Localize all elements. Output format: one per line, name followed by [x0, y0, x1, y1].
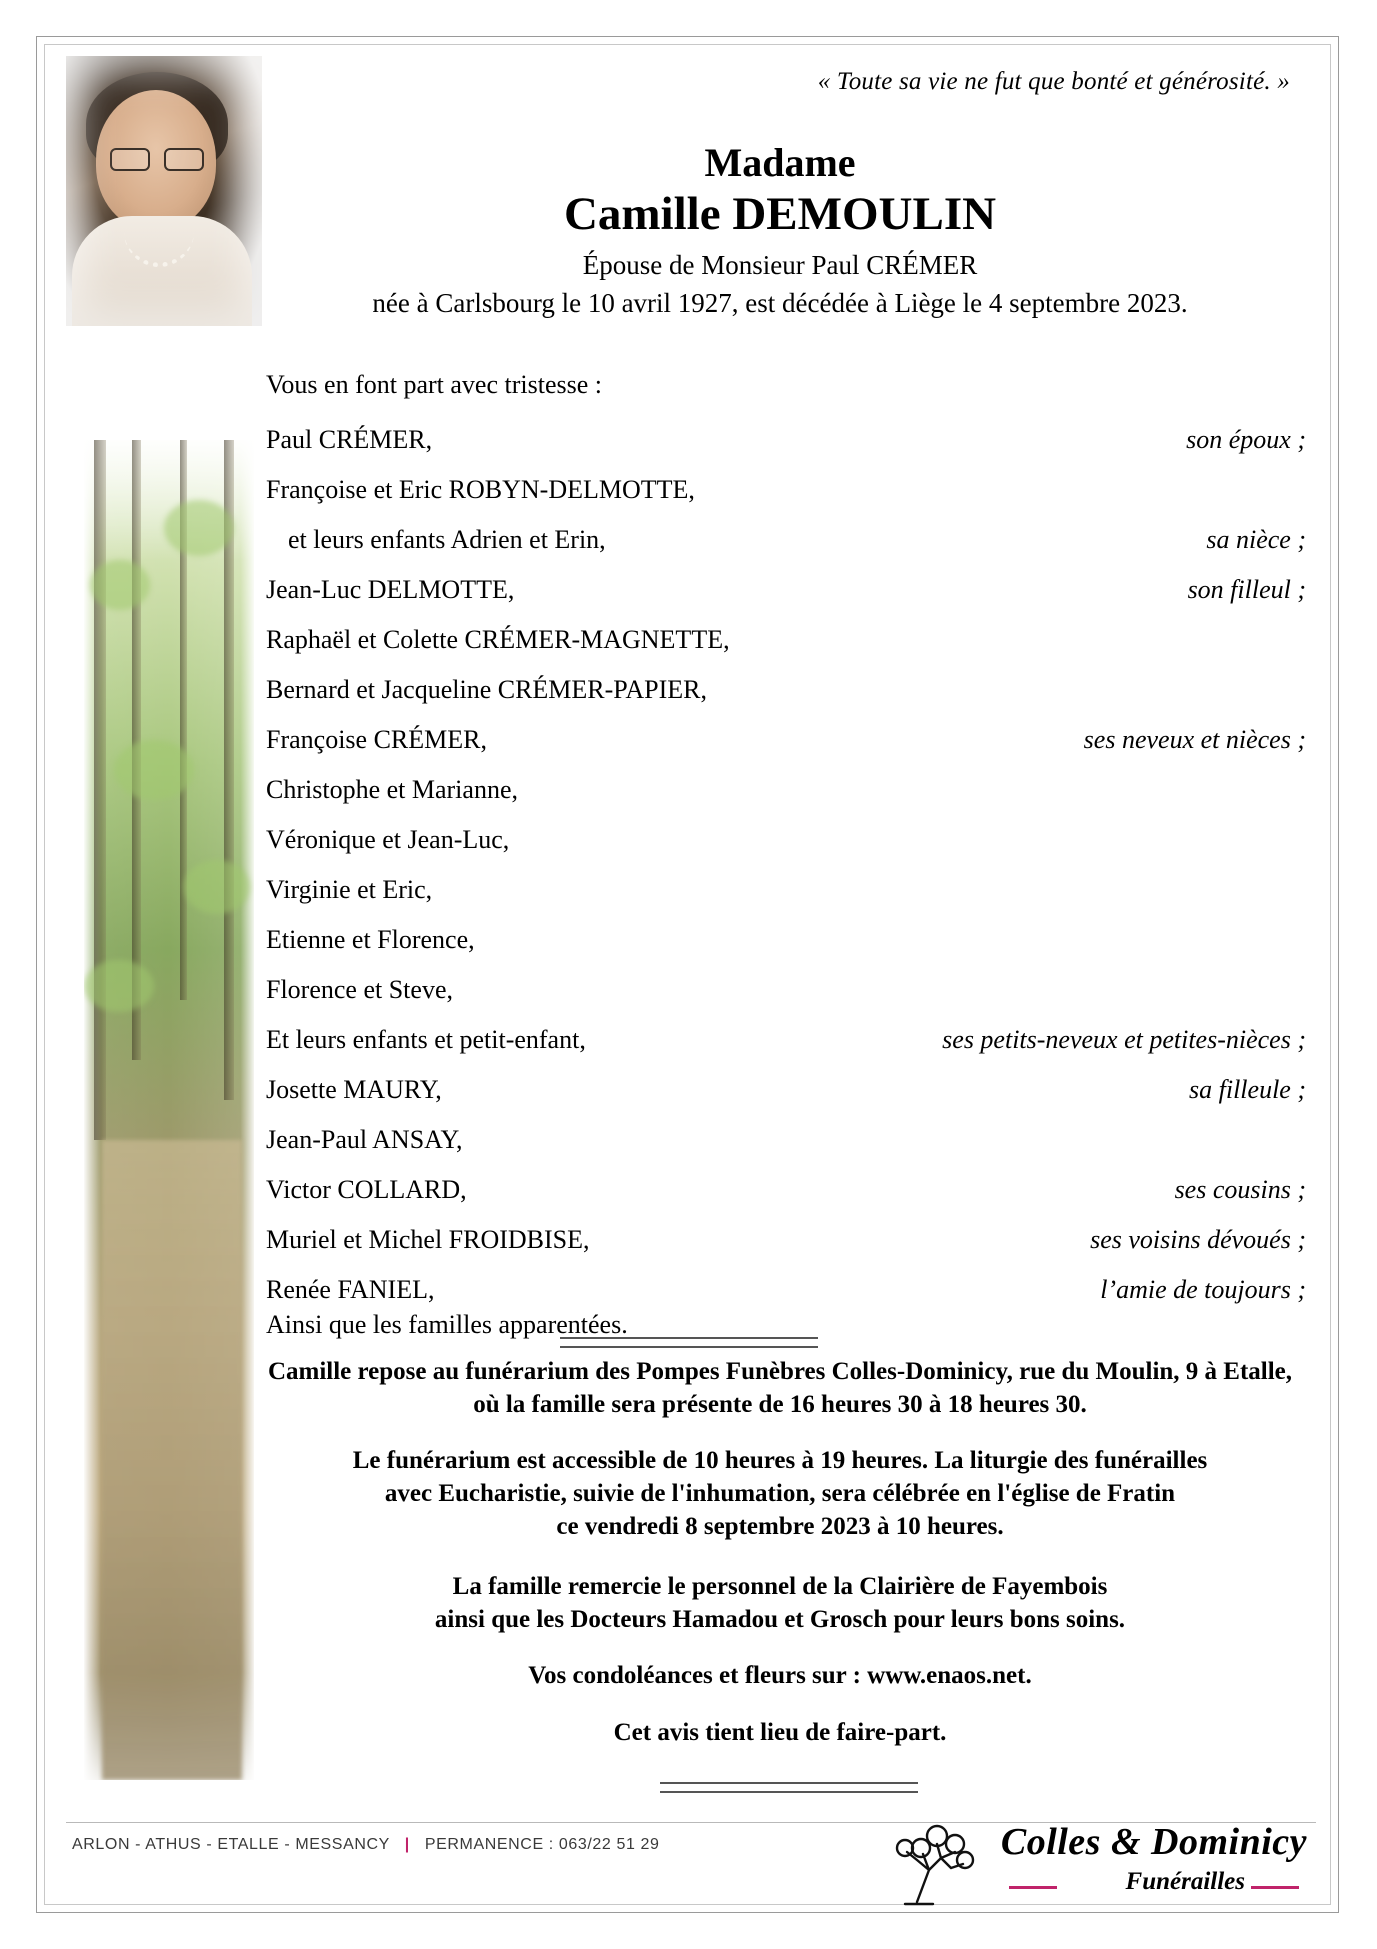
ceremony-info-line-3: ce vendredi 8 septembre 2023 à 10 heures. [556, 1513, 1004, 1540]
family-relation: ses voisins dévoués ; [1090, 1225, 1306, 1254]
family-name: Virginie et Eric, [266, 875, 433, 904]
thanks-line-2: ainsi que les Docteurs Hamadou et Grosch pour leurs bons soins. [434, 1606, 1126, 1633]
family-name: Renée FANIEL, [266, 1275, 435, 1304]
family-name: Bernard et Jacqueline CRÉMER-PAPIER, [266, 675, 707, 704]
birth-death-line: née à Carlsbourg le 10 avril 1927, est décédée à Liège le 4 septembre 2023. [372, 288, 1188, 318]
family-relation: sa nièce ; [1206, 525, 1306, 554]
ceremony-info-line-1: Le funérarium est accessible de 10 heures à 19 heures. La liturgie des funérailles [352, 1447, 1208, 1474]
family-name: Jean-Luc DELMOTTE, [266, 575, 515, 604]
family-name: Et leurs enfants et petit-enfant, [266, 1025, 586, 1054]
family-relation: l’amie de toujours ; [1100, 1275, 1306, 1304]
forest-path-image [84, 440, 254, 1780]
foliage [114, 740, 194, 800]
family-row [266, 1065, 1306, 1115]
family-row [266, 1015, 1306, 1065]
photo-vignette [66, 56, 262, 326]
family-relation: ses neveux et nièces ; [1083, 725, 1306, 754]
title-honorific: Madame [704, 140, 856, 185]
family-relation: ses cousins ; [1174, 1175, 1306, 1204]
funerarium-info-line-1: Camille repose au funérarium des Pompes Funèbres Colles-Dominicy, rue du Moulin, 9 à Etalle, [267, 1358, 1293, 1385]
foliage [84, 960, 154, 1012]
tree-trunk [94, 440, 106, 1140]
logo-rule-right [1251, 1886, 1299, 1889]
family-relation: son filleul ; [1187, 575, 1306, 604]
family-row [266, 615, 1306, 665]
family-relation: ses petits-neveux et petites-nièces ; [942, 1025, 1306, 1054]
family-name: Christophe et Marianne, [266, 775, 518, 804]
foliage [164, 500, 234, 556]
title-block [270, 140, 1290, 322]
family-row [266, 465, 1306, 515]
footer-permanence: PERMANENCE : 063/22 51 29 [424, 1836, 660, 1853]
foliage [90, 560, 150, 610]
family-name: Françoise CRÉMER, [266, 725, 487, 754]
family-row [266, 915, 1306, 965]
family-name: Victor COLLARD, [266, 1175, 467, 1204]
family-row [266, 765, 1306, 815]
memorial-quote: « Toute sa vie ne fut que bonté et générosité. » [817, 68, 1290, 95]
deceased-name: Camille DEMOULIN [563, 188, 997, 240]
family-name: Raphaël et Colette CRÉMER-MAGNETTE, [266, 625, 730, 654]
logo-rule-left [1009, 1886, 1057, 1889]
family-name: et leurs enfants Adrien et Erin, [288, 525, 606, 554]
family-name: Muriel et Michel FROIDBISE, [266, 1225, 590, 1254]
divider-bottom [660, 1782, 918, 1793]
funerarium-info [250, 1355, 1310, 1421]
family-row [266, 565, 1306, 615]
family-name: Françoise et Eric ROBYN-DELMOTTE, [266, 475, 695, 504]
family-row [266, 1115, 1306, 1165]
family-list [266, 415, 1306, 1315]
divider-top [560, 1337, 818, 1348]
company-tagline: Funérailles [1125, 1868, 1245, 1895]
tree-icon [877, 1814, 997, 1910]
family-row [266, 415, 1306, 465]
foliage [184, 860, 250, 914]
family-row [266, 1215, 1306, 1265]
footer-cities: ARLON - ATHUS - ETALLE - MESSANCY [72, 1836, 390, 1853]
footer-contact [72, 1836, 660, 1854]
funerarium-info-line-2: où la famille sera présente de 16 heures 30 à 18 heures 30. [473, 1391, 1087, 1418]
family-name: Jean-Paul ANSAY, [266, 1125, 463, 1154]
ceremony-info-line-2: avec Eucharistie, suivie de l'inhumation, sera célébrée en l'église de Fratin [384, 1480, 1176, 1507]
family-row [266, 515, 1306, 565]
family-name: Etienne et Florence, [266, 925, 475, 954]
thanks-info [250, 1570, 1310, 1636]
related-families-line: Ainsi que les familles apparentées. [266, 1310, 628, 1339]
family-row [266, 1165, 1306, 1215]
family-row [266, 865, 1306, 915]
ceremony-info [250, 1444, 1310, 1543]
condolences-line: Vos condoléances et fleurs sur : www.enaos.net. [528, 1662, 1032, 1689]
company-name: Colles & Dominicy [1000, 1821, 1307, 1863]
forest-path [102, 1140, 242, 1780]
family-row [266, 1265, 1306, 1315]
notice-line: Cet avis tient lieu de faire-part. [613, 1719, 947, 1746]
family-name: Véronique et Jean-Luc, [266, 825, 510, 854]
thanks-line-1: La famille remercie le personnel de la Clairière de Fayembois [452, 1573, 1108, 1600]
family-name: Paul CRÉMER, [266, 425, 433, 454]
family-row [266, 715, 1306, 765]
company-logo [877, 1808, 1307, 1918]
announcement-intro: Vous en font part avec tristesse : [266, 370, 602, 399]
family-name: Josette MAURY, [266, 1075, 442, 1104]
portrait-photo [66, 56, 262, 326]
footer-divider-icon: | [404, 1836, 410, 1853]
family-relation: son époux ; [1186, 425, 1306, 454]
spouse-line: Épouse de Monsieur Paul CRÉMER [582, 250, 978, 280]
family-row [266, 965, 1306, 1015]
family-row [266, 815, 1306, 865]
family-row [266, 665, 1306, 715]
family-relation: sa filleule ; [1189, 1075, 1306, 1104]
family-name: Florence et Steve, [266, 975, 453, 1004]
